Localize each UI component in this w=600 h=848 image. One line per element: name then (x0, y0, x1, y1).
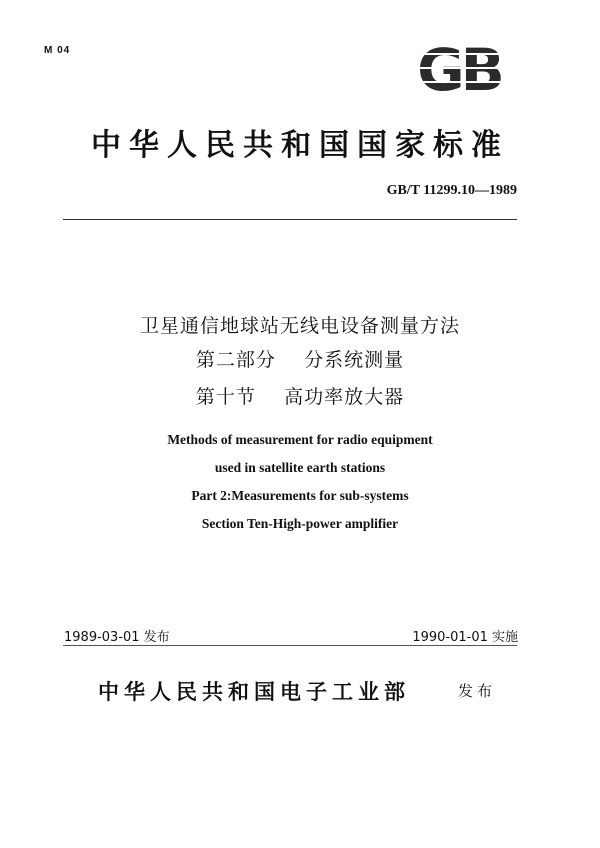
bottom-divider (63, 645, 517, 646)
english-title-line-4: Section Ten-High-power amplifier (201, 516, 399, 531)
logo-text: GB (417, 40, 501, 96)
standard-number: GB/T 11299.10—1989 (386, 183, 517, 198)
chinese-title-line-3: 第十节 高功率放大器 (195, 386, 405, 408)
issue-date: 1989-03-01 发布 (64, 630, 170, 645)
implementation-date: 1990-01-01 实施 (412, 630, 518, 645)
issuer-name: 中华人民共和国电子工业部 (98, 680, 410, 704)
top-divider (63, 219, 517, 220)
english-title-line-1: Methods of measurement for radio equipment (167, 432, 433, 447)
chinese-title-line-1: 卫星通信地球站无线电设备测量方法 (139, 315, 460, 337)
issuer-suffix: 发布 (458, 682, 497, 700)
classification-code: M 04 (44, 45, 71, 56)
english-title-line-2: used in satellite earth stations (214, 460, 386, 475)
standard-title: 中华人民共和国国家标准 (91, 128, 509, 163)
english-title-line-3: Part 2:Measurements for sub-systems (191, 488, 409, 503)
chinese-title-line-2: 第二部分 分系统测量 (195, 349, 405, 371)
gb-logo-icon (398, 40, 520, 96)
